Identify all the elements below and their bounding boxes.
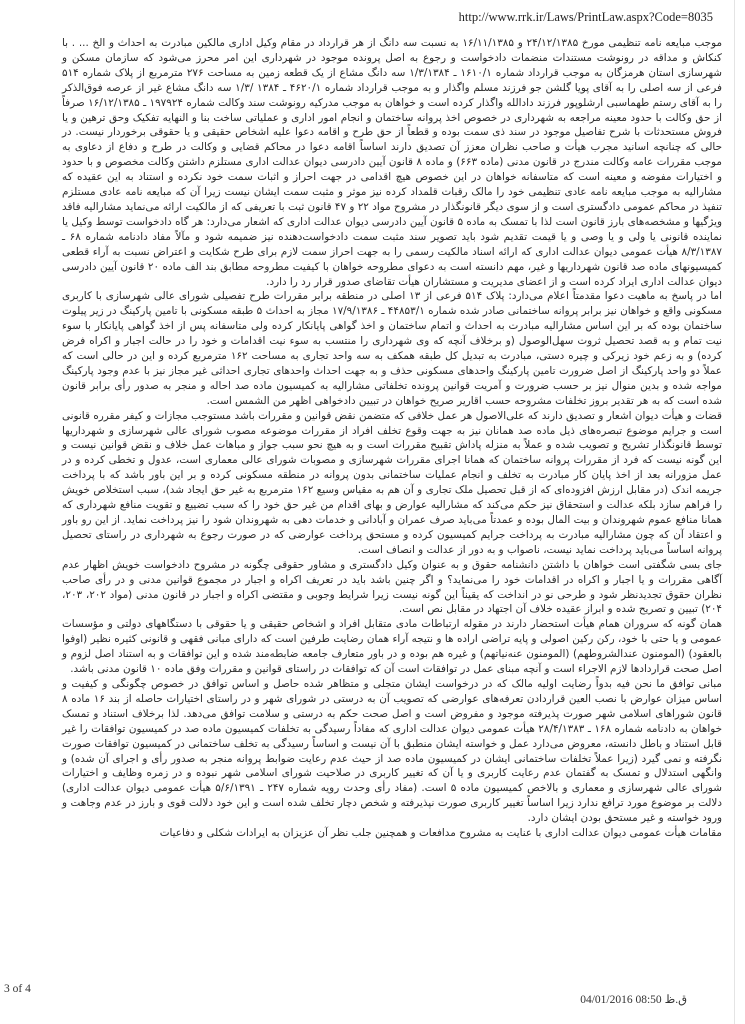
paragraph-agreement-basis: مبانی توافق ما نحن فیه بدواً رضایت اولیه مالک که در درخواست ایشان متجلی و متظاهر شده حاصل و اساس توافق در خصوص چگونگی و کیفیت و اساس میزان عوارض با نصب العین قراردادن تعرفه‌های عوارضی که تصویب آن به درستی در شورای شهر و در راستای اختیارات حاصله از بند ۱۶ ماده ۸ قانون شوراهای اسلامی شهر صورت پذیرفته موجود و مفروض است و اصل صحت حکم به درستی و سلامت توافق می‌دهد. لذا برخلاف استناد و تمسک خواهان به دادنامه شماره ۱۶۸ ـ ۲۸/۴/۱۳۸۳ هیأت عمومی دیوان عدالت اداری که مفاداً رسیدگی به تخلفات کمیسیون ماده صد در کمیسیون توافقات را غیر قابل استناد و باطل دانسته، معروض می‌دارد عمل و خواسته ایشان منطبق با آن نیست و اساساً رسیدگی به تخلف ساختمانی در کمیسیون توافقات صورت نگرفته و نمی گیرد (زیرا عملاً تخلفات ساختمانی ایشان در کمیسیون ماده صد از حیث عدم رعایت ضوابط پروانه منجر به صدور رأی و اجرای آن شده) و وانگهی استدلال و تمسک به گفتمان عدم رعایت کاربری و یا آن که تغییر کاربری در صلاحیت شورای اسلامی شهر نبوده و در زمره وظایف و اختیارات شورای عالی شهرسازی و معماری و بالاخص کمیسیون ماده ۵ است. (مفاد رأی وحدت رویه شماره ۲۴۷ ـ ۵/۶/۱۳۹۱ هیأت عمومی دیوان عدالت اداری) دلالت بر موضوع مورد ترافع ندارد زیرا اساساً تغییر کاربری صورت نپذیرفته و شخص دچار تخلف شده است و این خود دلالت قوی و بارز در عدم وجاهت و ورود خواسته و غیر مستحق بودن ایشان دارد.: [62, 677, 723, 825]
paragraph-plaintiff-standing: موجب مبایعه نامه تنظیمی مورخ ۲۴/۱۲/۱۳۸۵ و ۱۶/۱۱/۱۳۸۵ به نسبت سه دانگ از هر قرارداد در مقام وکیل اداری مالکین مبادرت به احداث و الخ ... . با کنکاش و مداقه در رونوشت مستندات منضمات دادخواست و رجوع به اصل پرونده موجود در شهرداری این امر محرز می‌شود که سازمان مسکن و شهرسازی استان هرمزگان به موجب قرارداد شماره ۱۶۱۰/۱ ـ ۱/۳/۱۳۸۴ سه دانگ مشاع از یک قطعه زمین به مساحت ۲۷۶ مترمربع از پلاک شماره ۵۱۴ فرعی از سه اصلی را به آقای پویا گلشن جو فرزند مسلم واگذار و به موجب قرارداد شماره ۴۶۲۰/۱ ـ ۱۳۸۴ /۱/۳ سه دانگ مشاع غیر از عرصه فوق‌الذکر را به آقای رستم طهماسبی ارشلوپور فرزند دادالله واگذار کرده است و خواهان به موجب مدرکیه رونوشت سند وکالت شماره ۱۹۷۹۲۴ ـ ۱۶/۱۲/۱۳۸۵ صرفاً از حق وکالت با حدود معینه مراجعه به شهرداری در خصوص اخذ پروانه ساختمان و انجام امور اداری و عملیاتی ساخت بنا و النهایه تفکیک وحق ترهین و یا فروش مستحدثات با شرح تفاصیل موجود در سند ذی سمت بوده و قطعاً از حق طرح و اقامه دعوا علیه اشخاص حقیقی و یا حقوقی برخوردار نیست. در حالی که چنانچه اسانید مجرب هیأت و صاحب نظران معزز آن تصدیق دارند اساساً اقامه دعوا در محاکم قضایی و وکالت در طرح و دفاع از دعاوی به موجب مقررات عامه وکالت مندرج در قانون مدنی (ماده ۶۶۳) و ماده ۸ قانون آیین دادرسی دیوان عدالت اداری مستلزم داشتن وکالت مخصوص و با حدود و اختیارات مفوضه و معینه است که متاسفانه خواهان در این خصوص هیچ اقدامی در جهت احراز و اثبات سمت خود نکرده و استناد به این عقیده که مشارالیه به موجب مبایعه نامه عادی تنظیمی خود را مالک رقبات قلمداد کرده نیز موثر و مثبت سمت ایشان نیست زیرا آن که مبایعه نامه عادی مستلزم تنفیذ در محاکم عمومی دادگستری است و از سوی دیگر قانونگذار در مشروح مواد ۲۲ و ۴۷ قانون ثبت با تعریفی که از مالکیت ارائه می‌نماید مشارالیه فاقد ویژگیها و مشخصه‌های بارز قانون است لذا با تمسک به ماده ۵ قانون آیین دادرسی دیوان عدالت اداری که اشعار می‌دارد: هر گاه دادخواست توسط وکیل یا نماینده قانونی یا ولی و یا وصی و یا قیمت تقدیم شود باید تصویر سند مثبت سمت دادخواست‌دهنده نیز ضمیمه شود و مآلاً مفاد دادنامه شماره ۶۸ ـ ۸/۳/۱۳۸۷ هیأت عمومی دیوان عدالت اداری که ارائه اسناد مالکیت رسمی را به جهت احراز سمت لازم برای طرح شکایت و اعتراض نسبت به آراء قطعی کمیسیونهای ماده صد قانون شهرداریها و غیر، مهم دانسته است به دعوای مطروحه خواهان با کیفیت مطروحه مطابق بند الف ماده ۲۰ قانون آیین دادرسی دیوان عدالت اداری ایراد کرده است و از اعضای مدیریت و مستشاران هیأت تقاضای صدور قرار رد را دارد.: [62, 37, 723, 288]
page-number: 3 of 4: [4, 983, 31, 995]
paragraph-closing-request: مقامات هیأت عمومی دیوان عدالت اداری با عنایت به مشروح مدافعات و همچنین جلب نظر آن عزیزان به ایرادات شکلی و دفاعیات: [159, 827, 722, 840]
page-url-header: http://www.rrk.ir/Laws/PrintLaw.aspx?Code=8035: [458, 10, 713, 24]
paragraph-violations-penalties: قضات و هیأت دیوان اشعار و تصدیق دارند که علی‌الاصول هر عمل خلافی که متضمن نقض قوانین و مقررات باشد مستوجب مجازات و کیفر مقرره قانونی است و جرایم موضوع تبصره‌های ذیل ماده صد همانان نیز به جهت وقوع تخلف افراد از مقررات موضوعه مصوب شورای عالی شهرسازی و شهرداریها توسط قانونگذار تشریح و تصویب شده و عملاً به منزله پاداش تقبیح مقررات است و به هیچ نحو سبب جواز و مباهات عمل خلاف و نقض قوانین نیست و این گونه نیست که فرد از مقررات پروانه ساختمان که همانا اجرای مقررات شهرسازی و مصوبات شورای عالی معماری است، عدول و تخطی کرده و در عمل مزورانه بعد از اخذ پایان کار مبادرت به تخلف و انجام عملیات ساختمانی بدون پروانه در منطقه مسکونی کرده و بر این باور باشد که با پرداخت جریمه اندک (در مقابل ارزش افزوده‌ای که از قبل تحصیل ملک تجاری و آن هم به مقیاس وسیع ۱۶۲ مترمربع به غیر حق ایجاد شد)، سبب استخلاص خویش را فراهم سازد بلکه عدالت و استحقاق نیز حکم می‌کند که مشارالیه عوارض و بهای اقدام من غیر حق خود را که سبب تضییع و تقویت منافع شهرداری که همانا منافع عموم شهروندان و بیت المال بوده و عمدتاً می‌باید صرف عمران و آبادانی و خدمات دهی به شهروندان شود را نیز پرداخت نماید. از این رو باور و اعتقاد آن که چون مشارالیه مبادرت به پرداخت جرایم کمیسیون کرده و مستحق پرداخت عوارضی که در صورت رجوع به شهرداری در راستای تحصیل پروانه اساساً می‌باید پرداخت نماید نیست، ناصواب و به دور از عدالت و انصاف است.: [62, 409, 722, 556]
print-timestamp: 04/01/2016 08:50 ق.ظ: [580, 994, 687, 1006]
document-body: [62, 36, 722, 841]
paragraph-merits-response: اما در پاسخ به ماهیت دعوا مقدمتاً اعلام می‌دارد: پلاک ۵۱۴ فرعی از ۱۳ اصلی در منطقه برابر مقررات طرح تفصیلی شورای عالی شهرسازی با کاربری مسکونی واقع و خواهان نیز برابر پروانه ساختمانی صادر شده شماره ۴۴۸۵۳/۱ ـ ۱۷/۹/۱۳۸۶ مجاز به احداث ۵ طبقه مسکونی با تامین پارکینگ در زیر پیلوت ساختمان بوده که بر این اساس مشارالیه مبادرت به احداث و اتمام ساختمان و اخذ گواهی پایانکار کرده ولی متاسفانه پس از اخذ گواهی پایانکار با سوء نیت تمام و به قصد تحصیل ثروت سهل‌الوصول (و برخلاف آنچه که وی شهرداری را منتسب به سوء نیت اقدامات و خود را در حالت اجبار و اکراه فرض کرده) و به زعم خود زیرکی و چیره دستی، مبادرت به تبدیل کل طبقه همکف به سه واحد تجاری به مساحت ۱۶۲ مترمربع کرده و این در حالی است که عملاً دو واحد پارکینگ از اصل ضرورت تامین پارکینگ واحدهای مسکونی حذف و به جهت احداث واحدهای تجاری احداثی غیر مجاز نیز با عدم وجود پارکینگ مواجه شده و بدین منوال نیز بر حسب ضرورت و آمریت قوانین پرونده تخلفاتی مشارالیه به کمیسیون ماده صد احاله و منجر به صدور رأی برابر قانون شده است که به هر تقدیر بروز تخلفات مشروحه حسب اقاریر صریح خواهان در تبیین دادخواهی اظهر من الشمس است.: [62, 290, 723, 407]
scan-edge-line: [734, 0, 735, 1024]
paragraph-consent-agreements: همان گونه که سروران همام هیأت استحضار دارند در مقوله ارتباطات مادی متقابل افراد و اشخاص حقیقی و یا حقوقی با دستگاههای دولتی و مؤسسات عمومی و یا حتی با خود، رکن رکین اصولی و پایه تراضی اراده ها و نتیجه آراء همان رضایت طرفین است که دارای مبانی فقهی و قانونی کثیره نظیر (اوفوا بالعقود) (المومنون عندالشروطهم) (المومنون عنه‌نیاتهم) و غیره هم بوده و در باور متعارف جامعه ضابطه‌مند شده و این توافقات و به استناد اصل لزوم و اصل صحت قراردادها لازم الاجراء است و آنچه مبنای عمل در توافقات است آن که توافقات در راستای قوانین و مقررات وفق ماده ۱۰ قانون مدنی باشد.: [62, 618, 722, 676]
paragraph-coercion-argument: جای بسی شگفتی است خواهان با داشتن دانشنامه حقوق و به عنوان وکیل دادگستری و مشاور حقوقی چگونه در مشروح دادخواست خویش اظهار عدم آگاهی مقررات و یا اجبار و اکراه در اقدامات خود را می‌نماید؟ و اگر چنین باشد باید در تعریف اکراه و اجبار در مجموع قوانین مدنی و در رأی صاحب نظران حقوق تجدیدنظر شود و طرحی نو در انداخت که یقیناً این گونه نیست زیرا شرایط وجوبی و مقتضی اکراه و اجبار در قانون مدنی (مواد ۲۰۲، ۲۰۳، ۲۰۴) تبیین و تصریح شده و ابراز عقیده خلاف آن اجتهاد در مقابل نص است.: [62, 558, 722, 616]
